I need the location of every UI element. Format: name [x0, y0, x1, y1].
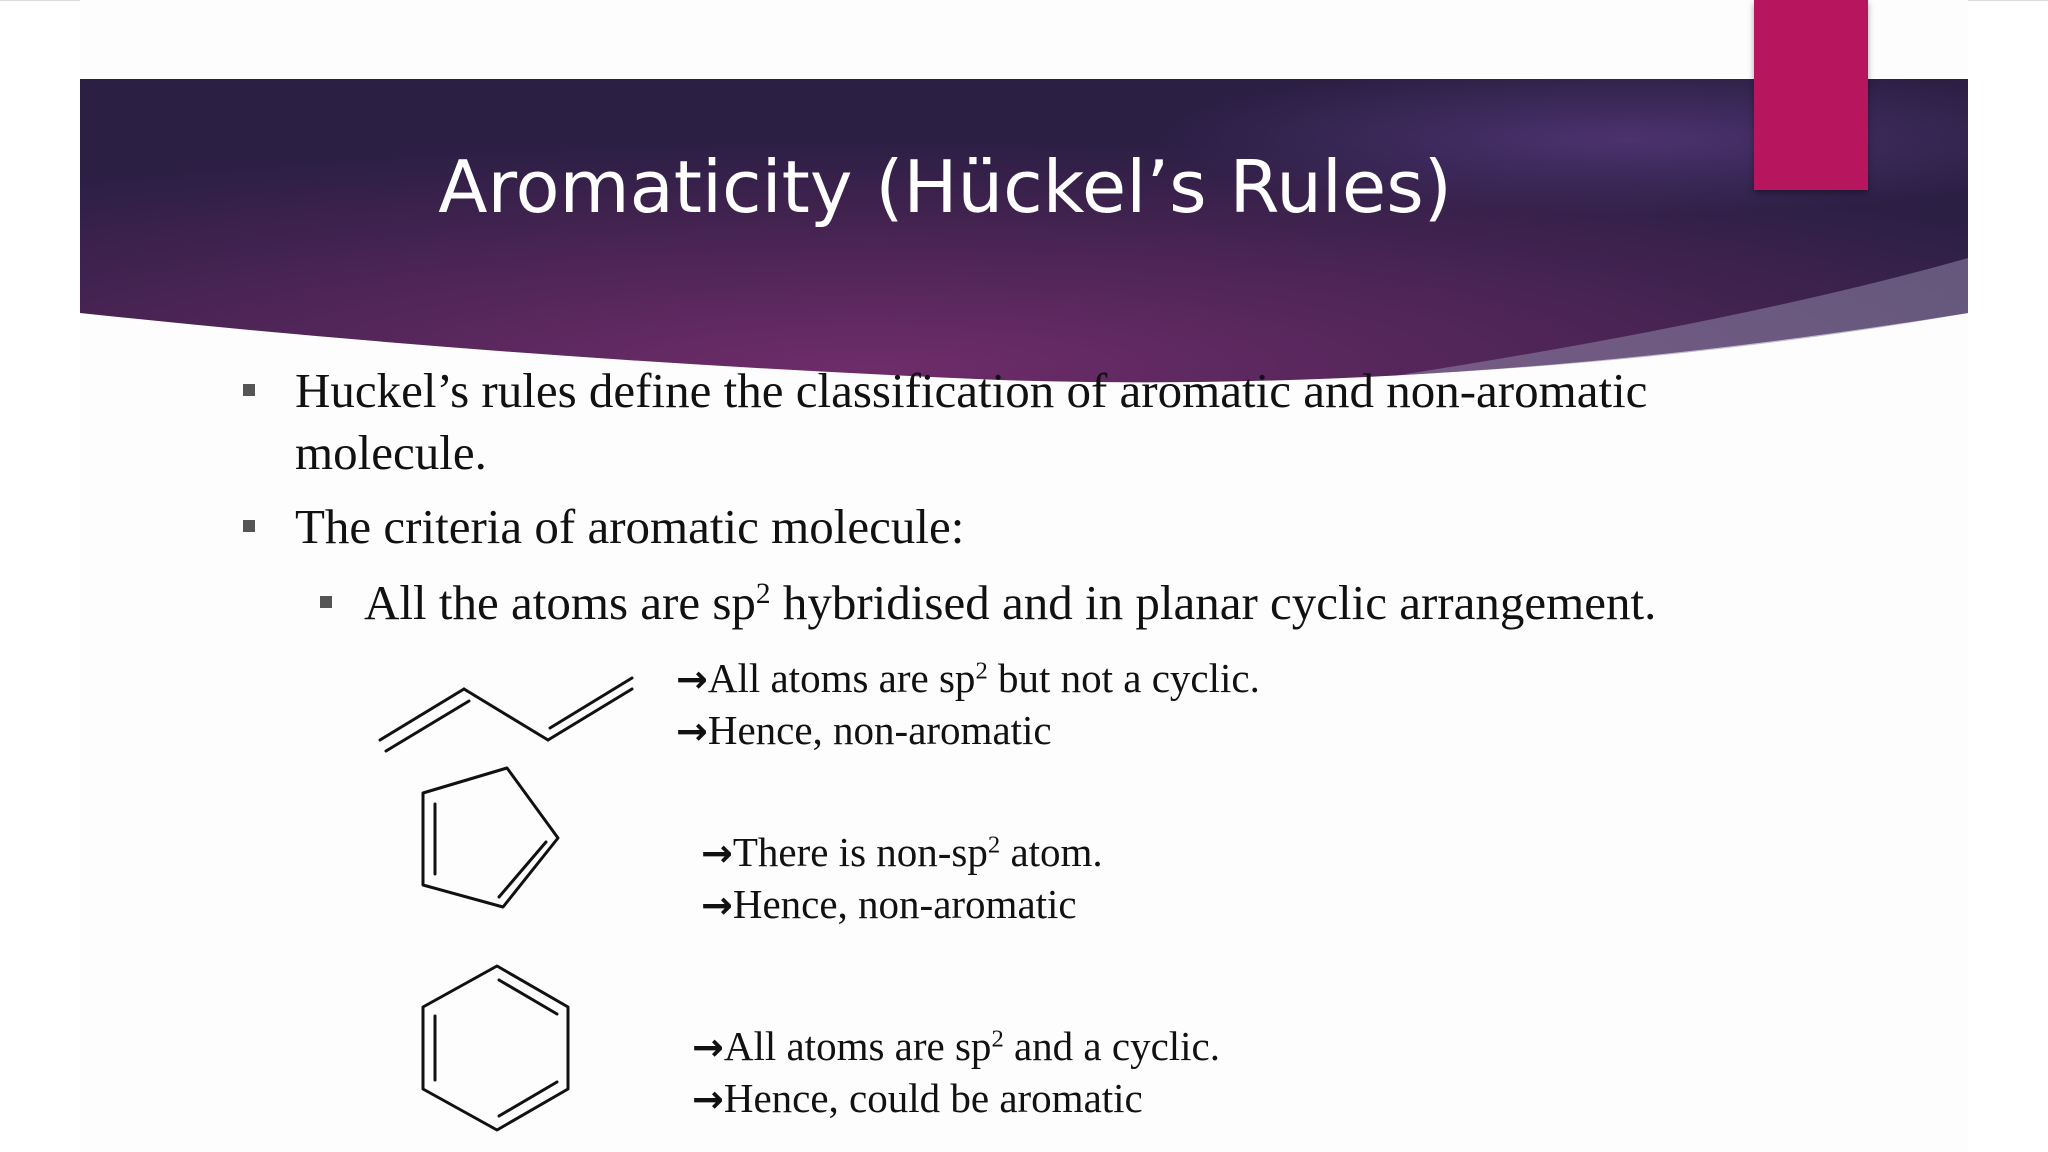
superscript: 2 [755, 577, 771, 610]
square-bullet-icon [320, 596, 332, 608]
bullet-text: The criteria of aromatic molecule: [295, 499, 965, 554]
square-bullet-icon [243, 520, 255, 532]
slide-title: Aromaticity (Hückel’s Rules) [438, 145, 1452, 229]
butadiene-structure-icon [370, 668, 640, 763]
square-bullet-icon [243, 384, 255, 396]
bullet-text: Huckel’s rules define the classification of aromatic and non-aromatic molecule. [295, 363, 1648, 480]
right-arrow-icon: → [701, 883, 733, 927]
example-note-cyclopentadiene [701, 827, 1103, 931]
sub-bullet-item [364, 572, 1764, 634]
right-arrow-icon: → [701, 831, 733, 875]
bullet-item-2 [295, 496, 1745, 558]
right-arrow-icon: → [692, 1025, 724, 1069]
bullet-item-1 [295, 360, 1745, 484]
cyclopentadiene-structure-icon [415, 760, 565, 915]
right-arrow-icon: → [676, 657, 708, 701]
note-line-1: →There is non-$sp^2$ atom. [701, 829, 1103, 875]
right-arrow-icon: → [692, 1077, 724, 1121]
note-line-2: →Hence, non-aromatic [676, 707, 1052, 753]
example-note-butadiene [676, 653, 1260, 757]
sub-bullet-text-before: All the atoms are sp [364, 575, 756, 630]
sub-bullet-text-after: hybridised and in planar cyclic arrangement. [770, 575, 1657, 630]
example-note-benzene [692, 1021, 1220, 1125]
right-arrow-icon: → [676, 709, 708, 753]
note-line-1: →All atoms are $sp^2$ and a cyclic. [692, 1023, 1221, 1069]
accent-tab [1754, 0, 1868, 190]
benzene-structure-icon [415, 960, 575, 1135]
note-line-2: →Hence, non-aromatic [701, 881, 1077, 927]
note-line-1: →All atoms are $sp^2$ but not a cyclic. [676, 655, 1260, 701]
note-line-2: →Hence, could be aromatic [692, 1075, 1143, 1121]
